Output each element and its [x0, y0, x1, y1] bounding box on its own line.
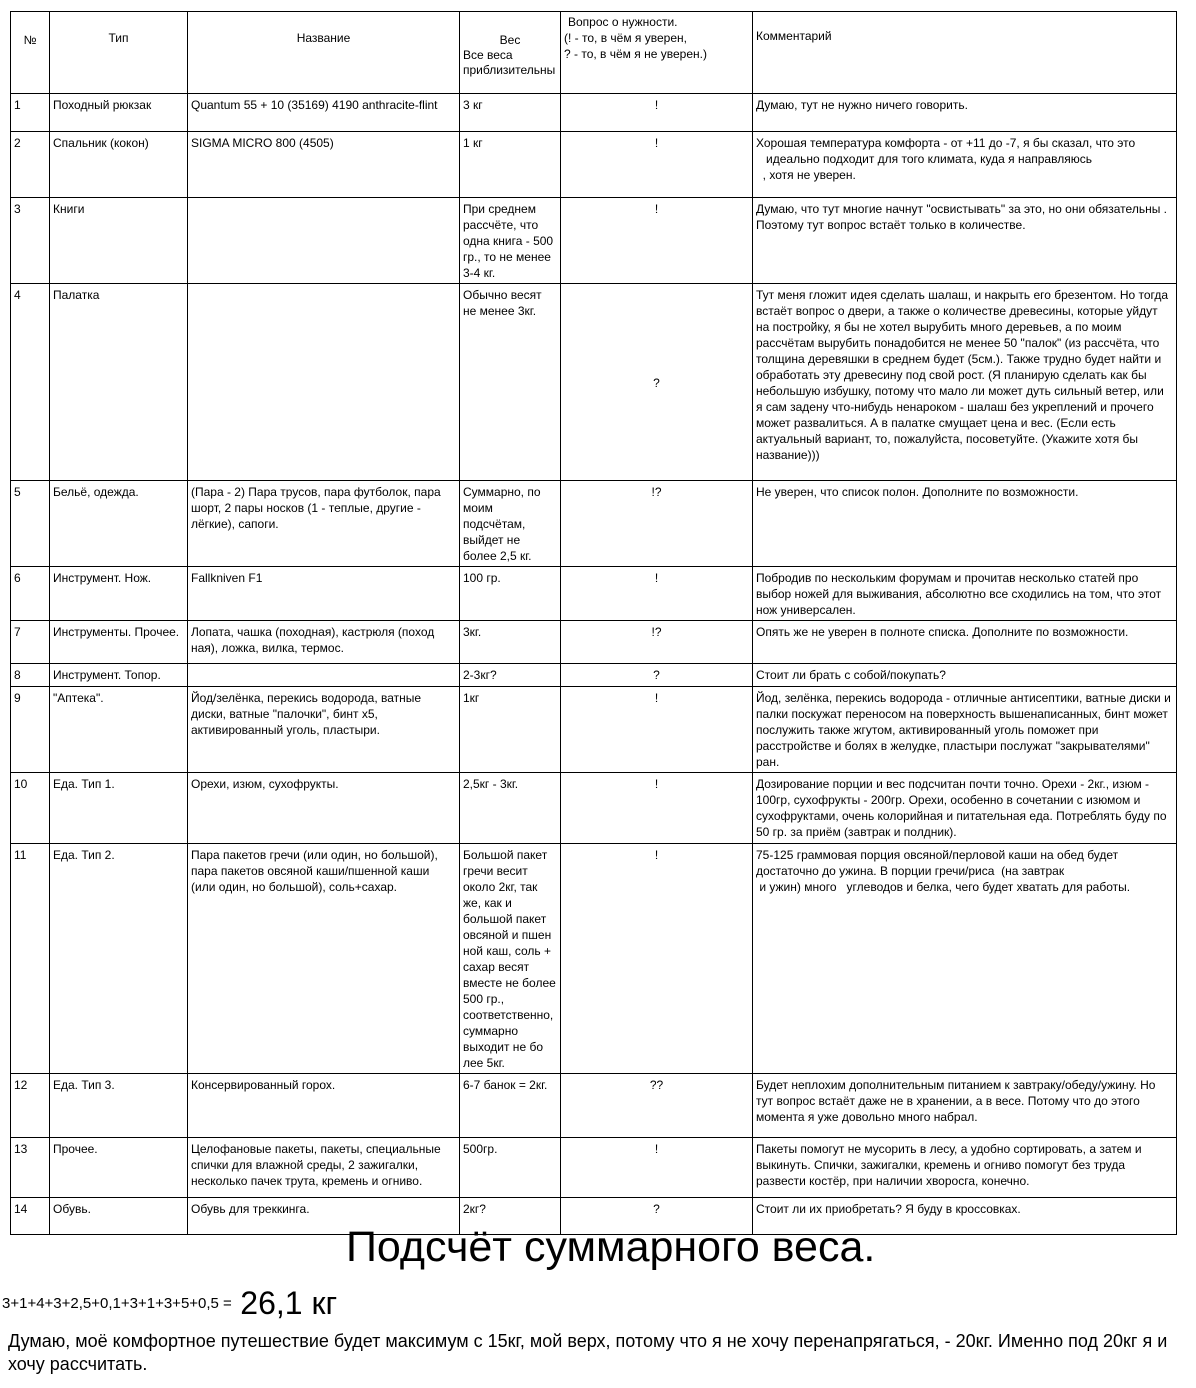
cell-type: Обувь. — [50, 1198, 188, 1235]
cell-num: 2 — [11, 132, 50, 198]
cell-comment: Будет неплохим дополнительным питанием к завтраку/обеду/ужину. Но тут вопрос встаёт даже не в хранении, а в весе. Потому что до этого момента я уже довольно много набрал. — [753, 1074, 1177, 1138]
cell-name — [188, 284, 460, 481]
cell-num: 3 — [11, 198, 50, 284]
cell-name: Орехи, изюм, сухофрукты. — [188, 773, 460, 844]
cell-num: 8 — [11, 664, 50, 687]
cell-weight: 6-7 банок = 2кг. — [460, 1074, 561, 1138]
table-body — [11, 94, 1177, 1235]
cell-type: Бельё, одежда. — [50, 481, 188, 567]
cell-question: ! — [561, 94, 753, 132]
cell-type: Еда. Тип 3. — [50, 1074, 188, 1138]
cell-num: 1 — [11, 94, 50, 132]
cell-name — [188, 198, 460, 284]
cell-comment: Тут меня гложит идея сделать шалаш, и накрыть его брезентом. Но тогда встаёт вопрос о двери, а также о количестве древесины, которые уйдут на постройку, я бы не хотел вырубить много деревьев, а по моим рассчётам вырубить понадобится не менее 50 "палок" (из рассчёта, что толщина деревяшки в среднем будет (5см.). Также трудно будет найти и обработать эту древесину под свой рост. (Я планирую сделать как бы небольшую избушку, потому что мало ли может дуть сильный ветер, или я сам задену что-нибудь ненароком - шалаш без укреплений и прочего может развалиться. А в палатке смущает цена и вес. (Если есть актуальный вариант, то, пожалуйста, посоветуйте. (Укажите хотя бы название))) — [753, 284, 1177, 481]
cell-name: Йод/зелёнка, перекись водорода, ватные диски, ватные "палочки", бинт х5, активированный уголь, пластыри. — [188, 687, 460, 773]
table-row — [11, 687, 1177, 773]
cell-num: 6 — [11, 567, 50, 621]
cell-comment: 75-125 граммовая порция овсяной/перловой каши на обед будет достаточно до ужина. В порции гречи/риса (на завтрак и ужин) много углеводов и белка, чего будет хватать для работы. — [753, 844, 1177, 1074]
cell-comment: Дозирование порции и вес подсчитан почти точно. Орехи - 2кг., изюм - 100гр, сухофрукты - 200гр. Орехи, особенно в сочетании с изюмом и сухофруктами, очень колорийная и питательная еда. Потреблять буду по 50 гр. за приём (завтрак и полдник). — [753, 773, 1177, 844]
cell-question: ! — [561, 1138, 753, 1198]
cell-type: Палатка — [50, 284, 188, 481]
cell-question: ? — [561, 284, 753, 481]
cell-name: (Пара - 2) Пара трусов, пара футболок, пара шорт, 2 пары носков (1 - теплые, другие - лёгкие), сапоги. — [188, 481, 460, 567]
cell-question: ! — [561, 773, 753, 844]
cell-type: Прочее. — [50, 1138, 188, 1198]
cell-name: Консервированный горох. — [188, 1074, 460, 1138]
total-expression: 3+1+4+3+2,5+0,1+3+1+3+5+0,5 = — [2, 1295, 232, 1312]
cell-comment: Не уверен, что список полон. Дополните по возможности. — [753, 481, 1177, 567]
cell-comment: Думаю, что тут многие начнут "освистывать" за это, но они обязательны . Поэтому тут вопрос встаёт только в количестве. — [753, 198, 1177, 284]
header-question-line: Вопрос о нужности. — [568, 15, 678, 29]
header-row — [11, 12, 1177, 94]
table-row — [11, 198, 1177, 284]
table-row — [11, 621, 1177, 664]
table-row — [11, 1074, 1177, 1138]
cell-name: Fallkniven F1 — [188, 567, 460, 621]
header-question-line: (! - то, в чём я уверен, — [564, 31, 687, 45]
cell-weight: 100 гр. — [460, 567, 561, 621]
cell-weight: Большой пакет гречи весит около 2кг, так же, как и большой пакет овсяной и пшен ной каш, соль + сахар весят вместе не более 500 гр., соответственно, суммарно выходит не бо лее 5кг. — [460, 844, 561, 1074]
cell-name: Quantum 55 + 10 (35169) 4190 anthracite-flint — [188, 94, 460, 132]
table-row — [11, 664, 1177, 687]
cell-weight: При среднем рассчёте, что одна книга - 500 гр., то не менее 3-4 кг. — [460, 198, 561, 284]
table-row — [11, 94, 1177, 132]
header-comment: Комментарий — [753, 12, 1177, 94]
cell-comment: Хорошая температура комфорта - от +11 до -7, я бы сказал, что это идеально подходит для того климата, куда я направляюсь , хотя не уверен. — [753, 132, 1177, 198]
cell-question: ! — [561, 687, 753, 773]
cell-num: 7 — [11, 621, 50, 664]
cell-weight: 3 кг — [460, 94, 561, 132]
cell-num: 5 — [11, 481, 50, 567]
cell-num: 13 — [11, 1138, 50, 1198]
cell-num: 10 — [11, 773, 50, 844]
header-weight-label: Вес — [499, 33, 521, 47]
cell-question: ! — [561, 132, 753, 198]
header-question — [561, 12, 753, 94]
cell-name: Пара пакетов гречи (или один, но большой), пара пакетов овсяной каши/пшенной каши (или один, но большой), соль+сахар. — [188, 844, 460, 1074]
cell-comment: Йод, зелёнка, перекись водорода - отличные антисептики, ватные диски и палки поскужат переносом на поверхность вышенаписанных, бинт может послужить также жгутом, активированный уголь поможет при расстройстве и болях в желудке, пластыри послужат "закрывателями" ран. — [753, 687, 1177, 773]
cell-question: ! — [561, 567, 753, 621]
cell-type: Инструменты. Прочее. — [50, 621, 188, 664]
table-row — [11, 132, 1177, 198]
cell-comment: Побродив по нескольким форумам и прочитав несколько статей про выбор ножей для выживания, абсолютно все сходились на том, что этот нож универсален. — [753, 567, 1177, 621]
cell-comment: Стоит ли их приобретать? Я буду в кроссовках. — [753, 1198, 1177, 1235]
cell-weight: 2,5кг - 3кг. — [460, 773, 561, 844]
cell-comment: Стоит ли брать с собой/покупать? — [753, 664, 1177, 687]
cell-question: ?? — [561, 1074, 753, 1138]
cell-question: !? — [561, 621, 753, 664]
cell-type: Еда. Тип 1. — [50, 773, 188, 844]
total-formula — [2, 1285, 337, 1322]
cell-type: Еда. Тип 2. — [50, 844, 188, 1074]
cell-type: Книги — [50, 198, 188, 284]
table-row — [11, 284, 1177, 481]
conclusion-note: Думаю, моё комфортное путешествие будет максимум с 15кг, мой верх, потому что я не хочу перенапрягаться, - 20кг. Именно под 20кг я и хочу рассчитать. — [8, 1331, 1168, 1374]
cell-name: Целофановые пакеты, пакеты, специальные спички для влажной среды, 2 зажигалки, несколько пачек трута, кремень и огниво. — [188, 1138, 460, 1198]
total-result: 26,1 кг — [240, 1285, 338, 1321]
header-name: Название — [188, 12, 460, 94]
cell-weight: Обычно весят не менее 3кг. — [460, 284, 561, 481]
cell-weight: 3кг. — [460, 621, 561, 664]
table-row — [11, 844, 1177, 1074]
cell-weight: 2-3кг? — [460, 664, 561, 687]
header-weight-note: Все веса приблизительны — [463, 48, 556, 77]
header-question-line: ? - то, в чём я не уверен.) — [564, 47, 707, 61]
cell-type: "Аптека". — [50, 687, 188, 773]
cell-question: ? — [561, 1198, 753, 1235]
cell-question: ? — [561, 664, 753, 687]
header-type: Тип — [50, 12, 188, 94]
cell-name: SIGMA MICRO 800 (4505) — [188, 132, 460, 198]
cell-type: Инструмент. Нож. — [50, 567, 188, 621]
cell-comment: Пакеты помогут не мусорить в лесу, а удобно сортировать, а затем и выкинуть. Спички, зажигалки, кремень и огниво помогут без труда развести костёр, при наличии хворосга, конечно. — [753, 1138, 1177, 1198]
table-row — [11, 567, 1177, 621]
cell-type: Походный рюкзак — [50, 94, 188, 132]
table-row — [11, 773, 1177, 844]
cell-weight: 1 кг — [460, 132, 561, 198]
cell-num: 9 — [11, 687, 50, 773]
cell-num: 12 — [11, 1074, 50, 1138]
cell-question: !? — [561, 481, 753, 567]
cell-weight: 2кг? — [460, 1198, 561, 1235]
table-row — [11, 481, 1177, 567]
cell-name: Обувь для треккинга. — [188, 1198, 460, 1235]
cell-name: Лопата, чашка (походная), кастрюля (поход ная), ложка, вилка, термос. — [188, 621, 460, 664]
cell-num: 4 — [11, 284, 50, 481]
header-num: № — [11, 12, 50, 94]
cell-name — [188, 664, 460, 687]
cell-question: ! — [561, 844, 753, 1074]
cell-type: Инструмент. Топор. — [50, 664, 188, 687]
cell-weight: 500гр. — [460, 1138, 561, 1198]
cell-comment: Думаю, тут не нужно ничего говорить. — [753, 94, 1177, 132]
cell-num: 11 — [11, 844, 50, 1074]
header-weight — [460, 12, 561, 94]
table-row — [11, 1138, 1177, 1198]
cell-num: 14 — [11, 1198, 50, 1235]
equipment-table — [10, 11, 1177, 1235]
cell-question: ! — [561, 198, 753, 284]
cell-weight: Суммарно, по моим подсчётам, выйдет не более 2,5 кг. — [460, 481, 561, 567]
total-title: Подсчёт суммарного веса. — [346, 1223, 876, 1271]
cell-comment: Опять же не уверен в полноте списка. Дополните по возможности. — [753, 621, 1177, 664]
cell-type: Спальник (кокон) — [50, 132, 188, 198]
cell-weight: 1кг — [460, 687, 561, 773]
